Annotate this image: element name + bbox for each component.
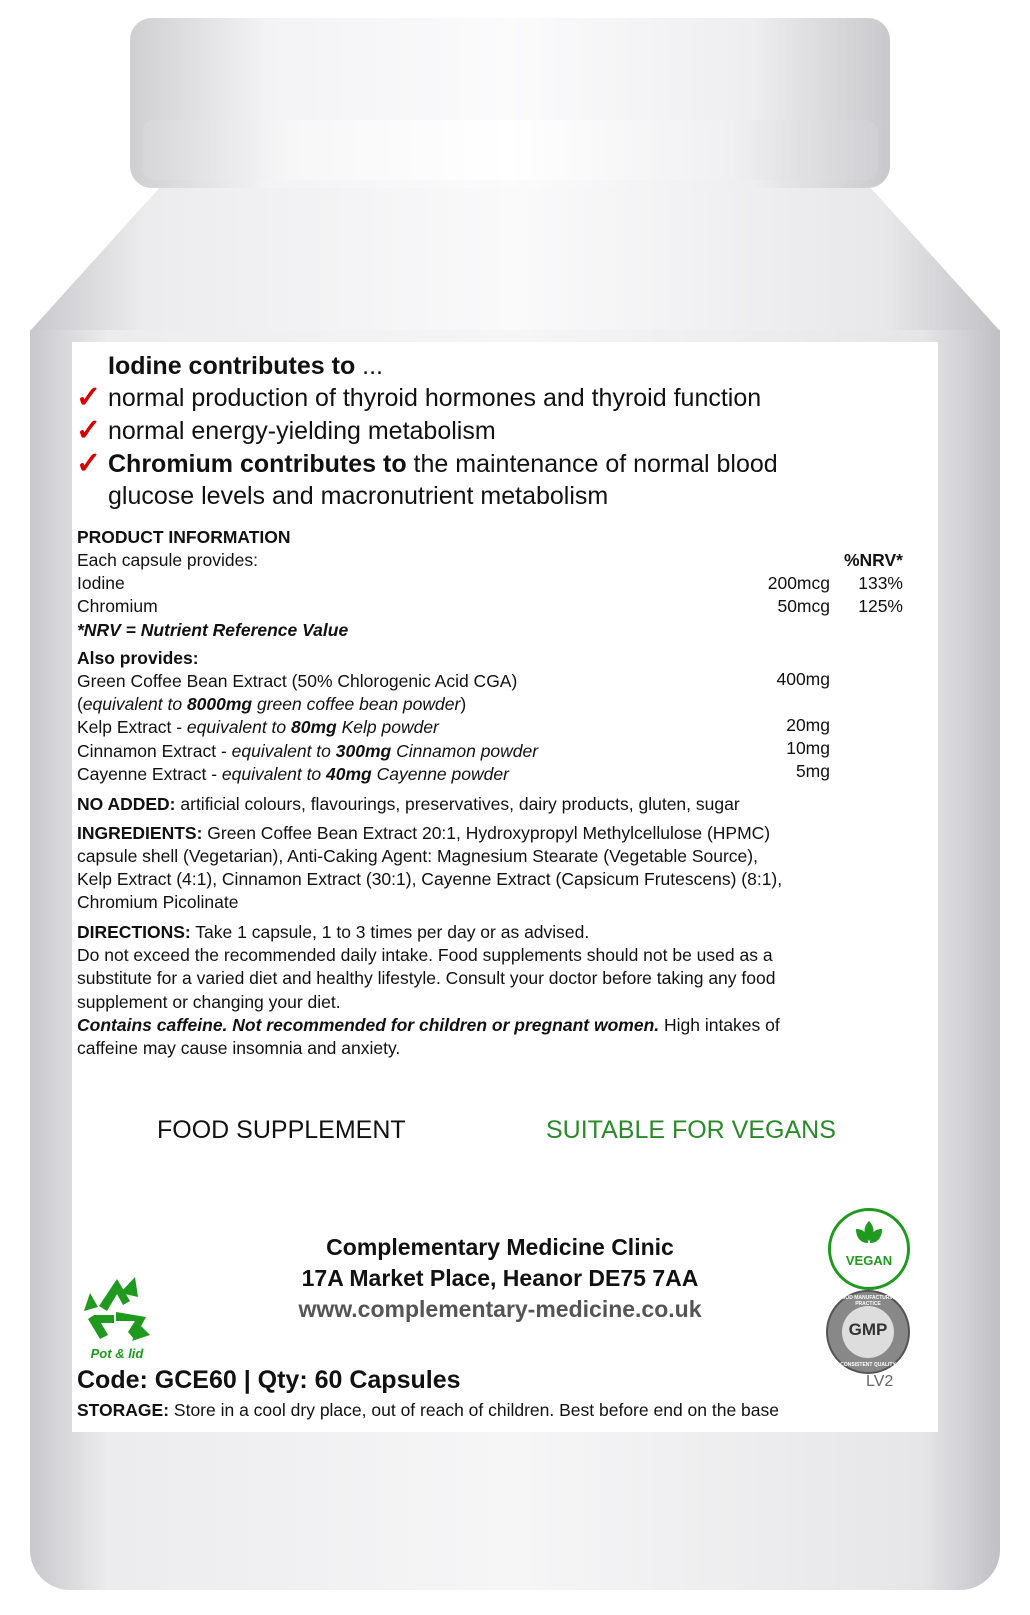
ingredients-line: Kelp Extract (4:1), Cinnamon Extract (30:1), Cayenne Extract (Capsicum Frutescens) (8:1), bbox=[77, 869, 783, 889]
company-address: 17A Market Place, Heanor DE75 7AA bbox=[301, 1265, 699, 1291]
cayenne-line: Cayenne Extract - equivalent to 40mg Cayenne powder bbox=[77, 764, 509, 784]
claim-item-continued: glucose levels and macronutrient metabolism bbox=[108, 482, 609, 510]
recycle-caption: Pot & lid bbox=[90, 1346, 144, 1361]
nrv-note: *NRV = Nutrient Reference Value bbox=[77, 620, 349, 640]
check-icon: ✓ bbox=[76, 381, 102, 414]
recycle-icon bbox=[80, 1275, 154, 1345]
label-version: LV2 bbox=[866, 1373, 894, 1390]
suitable-vegans-label: SUITABLE FOR VEGANS bbox=[546, 1116, 836, 1144]
cinnamon-amount: 10mg bbox=[786, 738, 830, 758]
caffeine-warning: Contains caffeine. Not recommended for children or pregnant women. High intakes of bbox=[77, 1015, 780, 1035]
directions-line: substitute for a varied diet and healthy lifestyle. Consult your doctor before taking any food bbox=[77, 968, 776, 988]
ingredients-line: Chromium Picolinate bbox=[77, 892, 239, 912]
nutrient-amount: 50mcg bbox=[777, 596, 830, 616]
no-added: NO ADDED: artificial colours, flavourings, preservatives, dairy products, gluten, sugar bbox=[77, 794, 740, 814]
claim-item: normal energy-yielding metabolism bbox=[108, 417, 496, 445]
each-capsule-label: Each capsule provides: bbox=[77, 550, 258, 570]
green-coffee-line: Green Coffee Bean Extract (50% Chlorogenic Acid CGA) bbox=[77, 671, 518, 691]
product-info-heading: PRODUCT INFORMATION bbox=[77, 527, 291, 547]
gmp-ring-text: GOOD MANUFACTURING PRACTICE bbox=[837, 1295, 899, 1307]
kelp-line: Kelp Extract - equivalent to 80mg Kelp powder bbox=[77, 717, 439, 737]
company-name: Complementary Medicine Clinic bbox=[326, 1234, 674, 1260]
nutrient-amount: 200mcg bbox=[767, 573, 830, 593]
nutrient-name: Iodine bbox=[77, 573, 125, 593]
nutrient-nrv: 125% bbox=[858, 596, 903, 616]
green-coffee-amount: 400mg bbox=[776, 669, 830, 689]
nutrient-nrv: 133% bbox=[858, 573, 903, 593]
nutrient-name: Chromium bbox=[77, 596, 158, 616]
gmp-ring-text-bottom: CONSISTENT QUALITY bbox=[840, 1362, 896, 1368]
check-icon: ✓ bbox=[76, 447, 102, 480]
ingredients-line: capsule shell (Vegetarian), Anti-Caking Agent: Magnesium Stearate (Vegetable Source), bbox=[77, 846, 758, 866]
gmp-badge bbox=[826, 1290, 910, 1374]
claim-item: normal production of thyroid hormones and thyroid function bbox=[108, 384, 762, 412]
also-provides-heading: Also provides: bbox=[77, 648, 199, 668]
ingredients-line: INGREDIENTS: Green Coffee Bean Extract 20:1, Hydroxypropyl Methylcellulose (HPMC) bbox=[77, 823, 771, 843]
leaf-icon bbox=[853, 1219, 885, 1249]
claim-item: Chromium contributes to the maintenance of normal blood bbox=[108, 450, 778, 478]
bottle-lid-band bbox=[142, 120, 878, 180]
directions-line: supplement or changing your diet. bbox=[77, 992, 341, 1012]
kelp-amount: 20mg bbox=[786, 715, 830, 735]
company-website[interactable]: www.complementary-medicine.co.uk bbox=[298, 1296, 702, 1322]
directions-line: DIRECTIONS: Take 1 capsule, 1 to 3 times per day or as advised. bbox=[77, 922, 590, 942]
directions-line: caffeine may cause insomnia and anxiety. bbox=[77, 1038, 401, 1058]
vegan-badge bbox=[828, 1208, 910, 1290]
storage-line: STORAGE: Store in a cool dry place, out of reach of children. Best before end on the base bbox=[77, 1400, 780, 1420]
check-icon: ✓ bbox=[76, 414, 102, 447]
cinnamon-line: Cinnamon Extract - equivalent to 300mg Cinnamon powder bbox=[77, 741, 539, 761]
nrv-header: %NRV* bbox=[843, 550, 903, 570]
vegan-badge-text: VEGAN bbox=[845, 1253, 893, 1268]
gmp-badge-text: GMP bbox=[848, 1320, 888, 1339]
claim-intro: Iodine contributes to ... bbox=[108, 352, 384, 380]
directions-line: Do not exceed the recommended daily intake. Food supplements should not be used as a bbox=[77, 945, 773, 965]
food-supplement-label: FOOD SUPPLEMENT bbox=[157, 1116, 406, 1144]
product-code: Code: GCE60 | Qty: 60 Capsules bbox=[77, 1366, 461, 1394]
cayenne-amount: 5mg bbox=[795, 761, 830, 781]
green-coffee-equivalent: (equivalent to 8000mg green coffee bean powder) bbox=[77, 694, 467, 714]
